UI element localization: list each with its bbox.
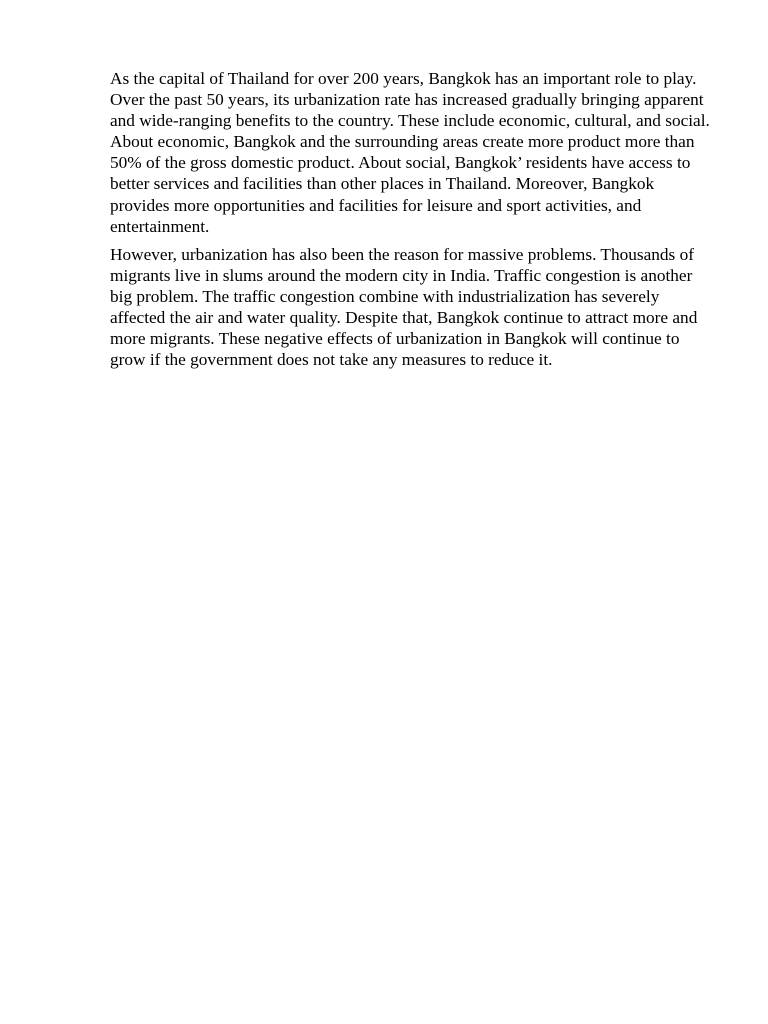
document-body bbox=[110, 68, 716, 377]
paragraph-benefits: As the capital of Thailand for over 200 years, Bangkok has an important role to play. Over the past 50 years, its urbanization rate has increased gradually bringing apparent and wide-ranging benefits to the country. These include economic, cultural, and social. About economic, Bangkok and the surrounding areas create more product more than 50% of the gross domestic product. About social, Bangkok’ residents have access to better services and facilities than other places in Thailand. Moreover, Bangkok provides more opportunities and facilities for leisure and sport activities, and entertainment. bbox=[110, 69, 710, 236]
paragraph-problems: However, urbanization has also been the reason for massive problems. Thousands of migrants live in slums around the modern city in India. Traffic congestion is another big problem. The traffic congestion combine with industrialization has severely affected the air and water quality. Despite that, Bangkok continue to attract more and more migrants. These negative effects of urbanization in Bangkok will continue to grow if the government does not take any measures to reduce it. bbox=[110, 244, 698, 370]
